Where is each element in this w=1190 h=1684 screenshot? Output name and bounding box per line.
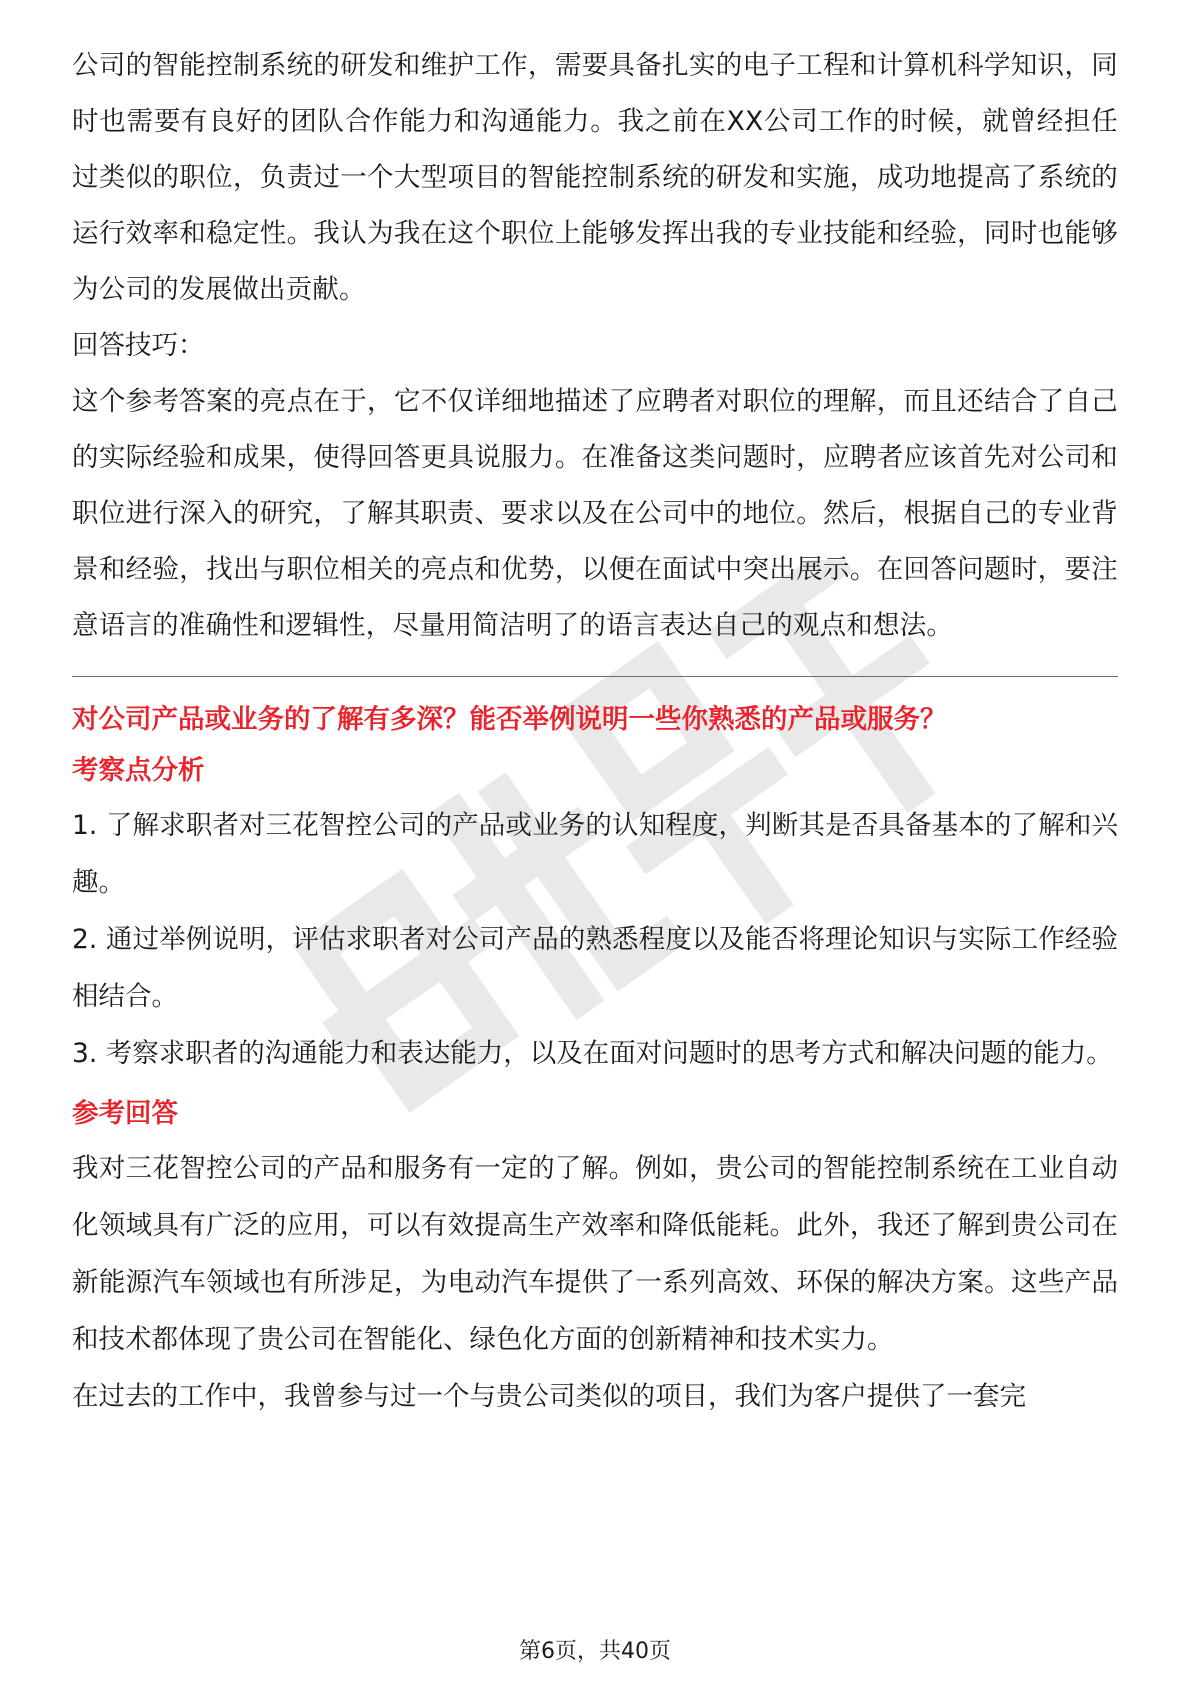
analysis-item: 1. 了解求职者对三花智控公司的产品或业务的认知程度，判断其是否具备基本的了解和兴趣。	[72, 810, 1118, 898]
reference-paragraph: 我对三花智控公司的产品和服务有一定的了解。例如，贵公司的智能控制系统在工业自动化领域具有广泛的应用，可以有效提高生产效率和降低能耗。此外，我还了解到贵公司在新能源汽车领域也有所涉足，为电动汽车提供了一系列高效、环保的解决方案。这些产品和技术都体现了贵公司在智能化、绿色化方面的创新精神和技术实力。	[72, 1153, 1118, 1355]
document-page	[72, 38, 1118, 1425]
tips-label: 回答技巧：	[72, 330, 205, 361]
intro-paragraph: 公司的智能控制系统的研发和维护工作，需要具备扎实的电子工程和计算机科学知识，同时也需要有良好的团队合作能力和沟通能力。我之前在XX公司工作的时候，就曾经担任过类似的职位，负责过一个大型项目的智能控制系统的研发和实施，成功地提高了系统的运行效率和稳定性。我认为我在这个职位上能够发挥出我的专业技能和经验，同时也能够为公司的发展做出贡献。	[72, 50, 1118, 305]
reference-title: 参考回答	[72, 1098, 178, 1129]
tips-paragraph: 这个参考答案的亮点在于，它不仅详细地描述了应聘者对职位的理解，而且还结合了自己的实际经验和成果，使得回答更具说服力。在准备这类问题时，应聘者应该首先对公司和职位进行深入的研究，了解其职责、要求以及在公司中的地位。然后，根据自己的专业背景和经验，找出与职位相关的亮点和优势，以便在面试中突出展示。在回答问题时，要注意语言的准确性和逻辑性，尽量用简洁明了的语言表达自己的观点和想法。	[72, 386, 1118, 641]
page-footer: 第6页，共40页	[519, 1639, 671, 1664]
question-heading: 对公司产品或业务的了解有多深？能否举例说明一些你熟悉的产品或服务？	[72, 704, 947, 735]
analysis-item: 3. 考察求职者的沟通能力和表达能力，以及在面对问题时的思考方式和解决问题的能力。	[72, 1038, 1113, 1069]
analysis-item: 2. 通过举例说明，评估求职者对公司产品的熟悉程度以及能否将理论知识与实际工作经验相结合。	[72, 924, 1118, 1012]
analysis-title: 考察点分析	[72, 755, 205, 786]
reference-paragraph: 在过去的工作中，我曾参与过一个与贵公司类似的项目，我们为客户提供了一套完	[72, 1381, 1026, 1412]
section-divider	[72, 676, 1118, 677]
